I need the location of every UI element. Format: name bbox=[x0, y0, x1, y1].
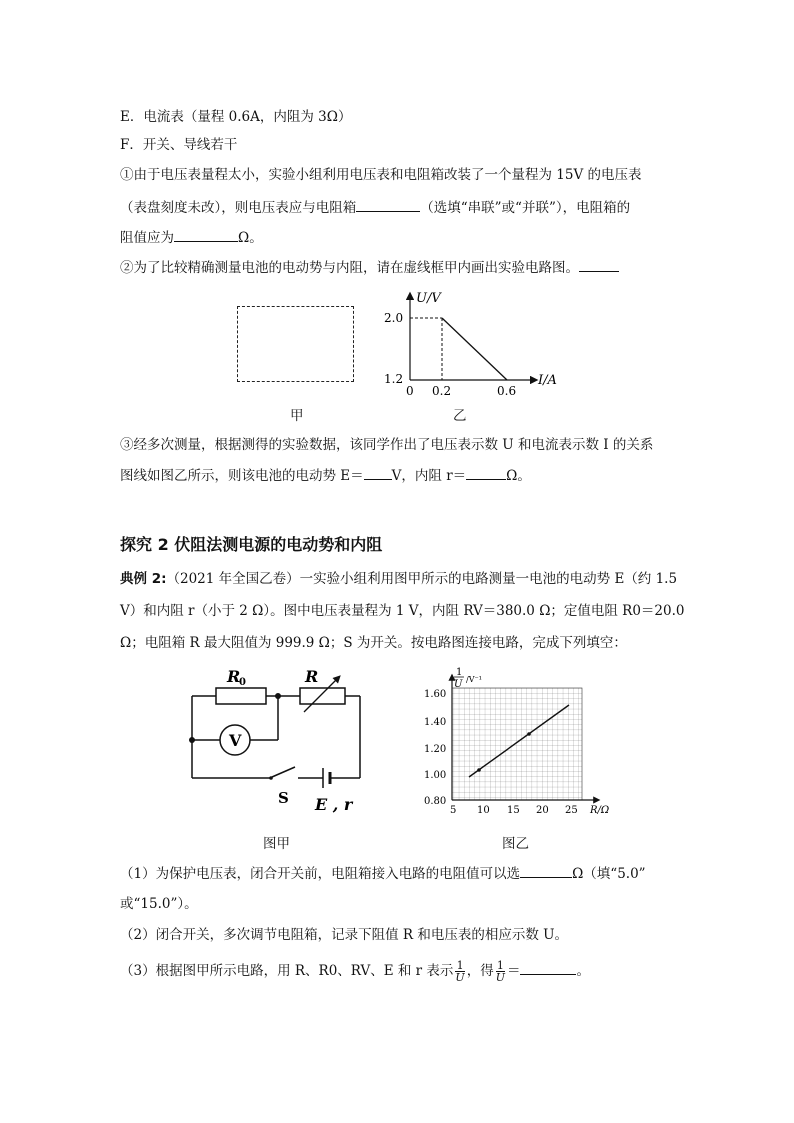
fraction-1-over-u-2 bbox=[496, 960, 505, 983]
fraction-den: U bbox=[455, 971, 465, 984]
part-3 bbox=[120, 958, 590, 984]
r0-label: R bbox=[227, 667, 241, 686]
fraction-1-over-u bbox=[455, 960, 464, 983]
option-e: E．电流表（量程 0.6A，内阻为 3Ω） bbox=[120, 109, 352, 125]
p3-text-c: ＝ bbox=[506, 963, 521, 979]
ui-graph-x-tick-0: 0 bbox=[406, 384, 414, 398]
ui-graph-x-tick-1: 0.2 bbox=[432, 384, 452, 398]
answer-blank-protect-resistance[interactable] bbox=[520, 864, 572, 878]
graph2-data-point-2 bbox=[527, 732, 531, 736]
question-3-line-1: ③经多次测量，根据测得的实验数据，该同学作出了电压表示数 U 和电流表示数 I 的关系 bbox=[120, 437, 654, 453]
graph2-y-label-den: U bbox=[454, 679, 463, 690]
graph2-y-tick-080: 0.80 bbox=[424, 796, 447, 807]
caption-graph2: 图乙 bbox=[502, 836, 529, 852]
q1-text-b: （选填“串联”或“并联”），电阻箱的 bbox=[420, 200, 631, 216]
inverse-voltage-graph bbox=[412, 662, 622, 822]
voltmeter-label: V bbox=[229, 731, 242, 750]
ui-graph-x-axis-label: I/A bbox=[538, 373, 557, 388]
p1-text-b: Ω（填“5.0” bbox=[572, 866, 646, 882]
question-1-line-3 bbox=[120, 228, 263, 247]
part-1-line-2: 或“15.0”）。 bbox=[120, 896, 198, 912]
graph2-y-tick-140: 1.40 bbox=[424, 717, 447, 728]
graph2-x-tick-15: 15 bbox=[507, 805, 520, 816]
battery-label: E , r bbox=[315, 795, 353, 814]
caption-circuit: 图甲 bbox=[263, 836, 290, 852]
part-2: （2）闭合开关，多次调节电阻箱，记录下阻值 R 和电压表的相应示数 U。 bbox=[120, 927, 569, 943]
graph2-y-tick-160: 1.60 bbox=[424, 689, 447, 700]
fraction-num-2: 1 bbox=[496, 959, 504, 972]
circuit-diagram bbox=[180, 660, 380, 820]
graph2-x-tick-5: 5 bbox=[450, 805, 457, 816]
caption-jia: 甲 bbox=[290, 408, 304, 424]
example-line-2: V）和内阻 r（小于 2 Ω）。图中电压表量程为 1 V，内阻 RV＝380.0 Ω；定值电阻 R0＝20.0 bbox=[120, 603, 685, 619]
r-label: R bbox=[305, 667, 319, 686]
option-f: F．开关、导线若干 bbox=[120, 137, 238, 153]
example-line-3: Ω；电阻箱 R 最大阻值为 999.9 Ω；S 为开关。按电路图连接电路，完成下列填空： bbox=[120, 635, 627, 651]
q1-text-a: （表盘刻度未改），则电压表应与电阻箱 bbox=[120, 200, 357, 216]
q3-text-b: V，内阻 r＝ bbox=[391, 468, 467, 484]
switch-label: S bbox=[278, 789, 289, 807]
q3-text-c: Ω。 bbox=[506, 468, 531, 484]
graph2-y-unit: /V⁻¹ bbox=[466, 675, 482, 684]
answer-blank-connection[interactable] bbox=[356, 198, 420, 212]
ui-graph-y-axis-label: U/V bbox=[416, 291, 441, 306]
graph2-x-tick-25: 25 bbox=[565, 805, 578, 816]
p3-text-a: （3）根据图甲所示电路，用 R、R0、RV、E 和 r 表示 bbox=[120, 963, 454, 979]
dashed-drawing-box[interactable] bbox=[237, 306, 354, 382]
graph2-x-tick-10: 10 bbox=[477, 805, 490, 816]
graph2-y-label-num: 1 bbox=[456, 667, 463, 678]
graph2-y-tick-120: 1.20 bbox=[424, 744, 447, 755]
q2-text: ②为了比较精确测量电池的电动势与内阻，请在虚线框甲内画出实验电路图。 bbox=[120, 260, 579, 276]
section-heading: 探究 2 伏阻法测电源的电动势和内阻 bbox=[120, 535, 383, 554]
q3-text-a: 图线如图乙所示，则该电池的电动势 E＝ bbox=[120, 468, 364, 484]
fraction-den-2: U bbox=[495, 971, 505, 984]
resistor-box-r bbox=[300, 688, 345, 704]
q1-text-c: 阻值应为 bbox=[120, 230, 174, 246]
graph2-x-tick-20: 20 bbox=[536, 805, 549, 816]
q1-text-d: Ω。 bbox=[238, 230, 263, 246]
junction-node-top bbox=[275, 693, 281, 699]
grid-area bbox=[452, 688, 582, 800]
ui-graph-y-tick-1: 1.2 bbox=[384, 372, 404, 386]
part-1-line-1 bbox=[120, 864, 646, 883]
answer-blank-expression[interactable] bbox=[520, 961, 576, 975]
ui-graph-y-tick-2: 2.0 bbox=[384, 311, 404, 325]
caption-yi: 乙 bbox=[453, 408, 467, 424]
switch-s bbox=[272, 767, 295, 777]
ui-graph bbox=[378, 284, 568, 408]
example-label: 典例 2: bbox=[120, 571, 167, 587]
graph2-data-point-1 bbox=[477, 768, 481, 772]
p3-text-b: ，得 bbox=[466, 963, 494, 979]
r0-subscript: 0 bbox=[239, 677, 246, 688]
ui-graph-data-line bbox=[442, 318, 507, 380]
graph2-x-label: R/Ω bbox=[590, 805, 610, 816]
graph2-y-tick-100: 1.00 bbox=[424, 770, 447, 781]
answer-blank-internal-resistance[interactable] bbox=[466, 466, 506, 480]
answer-blank-resistance[interactable] bbox=[174, 228, 238, 242]
question-1-line-1: ①由于电压表量程太小，实验小组利用电压表和电阻箱改装了一个量程为 15V 的电压表 bbox=[120, 167, 642, 183]
example-line-1 bbox=[120, 570, 677, 588]
ui-graph-x-tick-2: 0.6 bbox=[497, 384, 517, 398]
answer-blank-circuit[interactable] bbox=[579, 258, 619, 272]
question-2 bbox=[120, 258, 619, 277]
answer-blank-emf[interactable] bbox=[364, 466, 392, 480]
p3-text-d: 。 bbox=[576, 963, 590, 979]
example-text-1: （2021 年全国乙卷）一实验小组利用图甲所示的电路测量一电池的电动势 E（约 1.5 bbox=[166, 571, 678, 587]
junction-node-left bbox=[189, 737, 195, 743]
p1-text-a: （1）为保护电压表，闭合开关前，电阻箱接入电路的电阻值可以选 bbox=[120, 866, 521, 882]
question-1-line-2 bbox=[120, 198, 630, 217]
question-3-line-2 bbox=[120, 466, 531, 485]
resistor-r0 bbox=[216, 688, 266, 704]
fraction-num: 1 bbox=[456, 959, 464, 972]
